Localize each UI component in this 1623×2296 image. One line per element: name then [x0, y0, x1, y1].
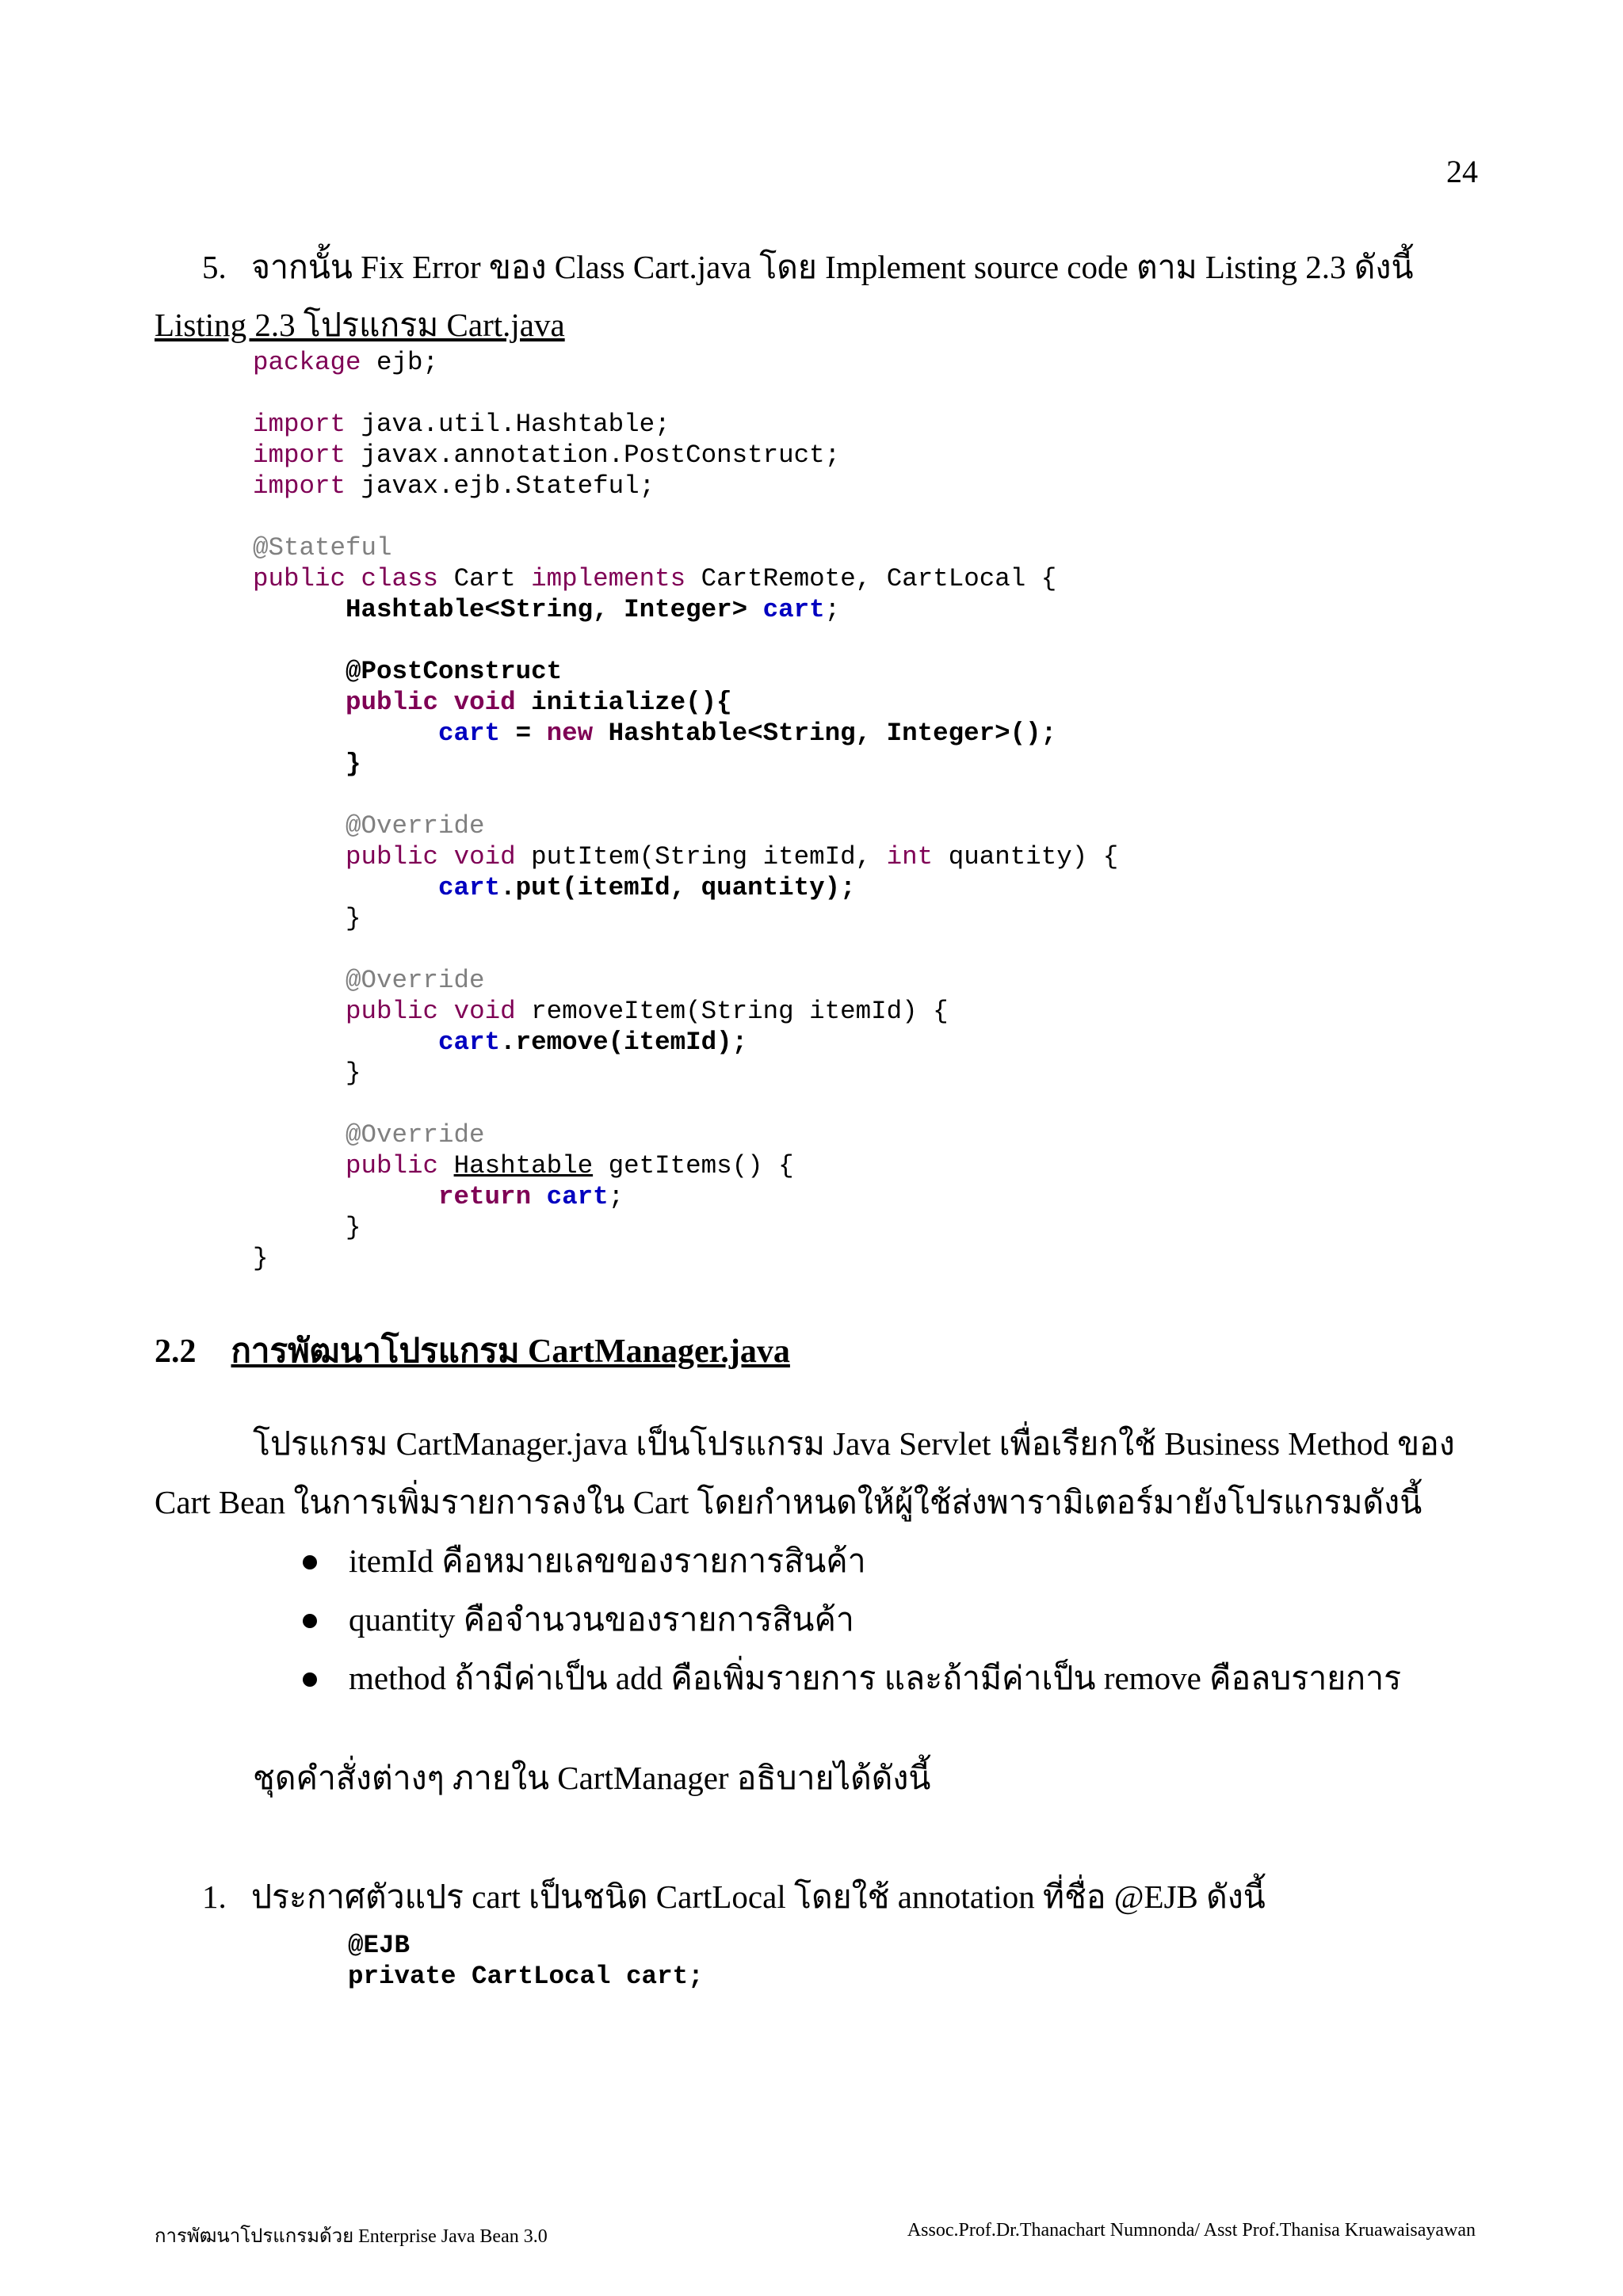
kw-import-1: import — [253, 410, 346, 439]
summary-text: ชุดคำสั่งต่างๆ ภายใน CartManager อธิบายได้ดังนี้ — [253, 1760, 931, 1796]
kw-new: new — [546, 719, 594, 748]
field-type: Hashtable<String, Integer> — [346, 595, 763, 624]
kw-import-2: import — [253, 441, 346, 470]
annotation-override-2: @Override — [346, 966, 485, 995]
annotation-ejb: @EJB — [348, 1931, 411, 1960]
annotation-override-3: @Override — [346, 1120, 485, 1150]
putitem-sig-1: putItem(String itemId, — [515, 842, 887, 871]
step-5 — [202, 242, 1413, 293]
field-cart-put: cart — [438, 873, 501, 902]
field-cart-remove: cart — [438, 1028, 501, 1057]
step-1 — [202, 1871, 1266, 1923]
close-brace-put: } — [346, 904, 361, 933]
putitem-sig-2: quantity) { — [933, 842, 1119, 871]
kw-int: int — [886, 842, 934, 871]
kw-import-3: import — [253, 471, 346, 501]
step-5-text: จากนั้น Fix Error ของ Class Cart.java โดย Implement source code ตาม Listing 2.3 ดังนี้ — [251, 249, 1414, 285]
kw-public-get: public — [346, 1151, 439, 1180]
list-item — [300, 1590, 1401, 1649]
kw-void-init: void — [453, 688, 516, 717]
class-name: Cart — [438, 564, 532, 593]
package-decl: ejb; — [361, 348, 439, 377]
annotation-override-1: @Override — [346, 811, 485, 841]
kw-class: class — [361, 564, 439, 593]
semicolon-return: ; — [608, 1182, 624, 1211]
close-brace-remove: } — [346, 1058, 361, 1088]
list-item-text: quantity คือจำนวนของรายการสินค้า — [349, 1601, 854, 1638]
close-brace-get: } — [346, 1213, 361, 1242]
bullet-icon — [303, 1614, 317, 1628]
kw-return: return — [438, 1182, 532, 1211]
semicolon: ; — [824, 595, 841, 624]
kw-package: package — [253, 348, 361, 377]
method-initialize: initialize(){ — [515, 688, 732, 717]
close-brace-class: } — [253, 1244, 269, 1273]
getitems-sig: getItems() { — [593, 1151, 794, 1180]
section-heading — [155, 1325, 790, 1377]
listing-caption: Listing 2.3 โปรแกรม Cart.java — [155, 307, 565, 343]
new-hashtable: Hashtable<String, Integer>(); — [593, 719, 1057, 748]
step-1-number: 1. — [202, 1878, 227, 1915]
kw-implements: implements — [531, 564, 686, 593]
field-cart: cart — [762, 595, 825, 624]
kw-public-init: public — [346, 688, 439, 717]
return-type-hashtable: Hashtable — [453, 1151, 594, 1180]
annotation-postconstruct: @PostConstruct — [346, 657, 563, 686]
kw-void-put: void — [453, 842, 516, 871]
footer-left: การพัฒนาโปรแกรมด้วย Enterprise Java Bean 3.0 — [155, 2226, 548, 2247]
import-3: javax.ejb.Stateful; — [346, 471, 655, 501]
step-1-text: ประกาศตัวแปร cart เป็นชนิด CartLocal โดยใช้ annotation ที่ชื่อ @EJB ดังนี้ — [251, 1878, 1266, 1915]
kw-public-remove: public — [346, 997, 439, 1026]
section-title: การพัฒนาโปรแกรม CartManager.java — [231, 1333, 790, 1370]
field-cart-return: cart — [546, 1182, 609, 1211]
list-item-text: method ถ้ามีค่าเป็น add คือเพิ่มรายการ และถ้ามีค่าเป็น remove คือลบรายการ — [349, 1660, 1402, 1696]
import-1: java.util.Hashtable; — [346, 410, 670, 439]
bullet-icon — [303, 1672, 317, 1687]
list-item — [300, 1531, 1401, 1590]
kw-void-remove: void — [453, 997, 516, 1026]
annotation-stateful: @Stateful — [253, 533, 392, 563]
close-brace-init: } — [346, 749, 361, 779]
section-paragraph: โปรแกรม CartManager.java เป็นโปรแกรม Java Servlet เพื่อเรียกใช้ Business Method ของ Cart Bean ในการเพิ่มรายการลงใน Cart โดยกำหนดให้ผู้ใช้ส่งพารามิเตอร์มายังโปรแกรมดังนี้ — [155, 1425, 1455, 1520]
interfaces: CartRemote, CartLocal { — [685, 564, 1057, 593]
section-number: 2.2 — [155, 1333, 197, 1370]
footer-right: Assoc.Prof.Dr.Thanachart Numnonda/ Asst Prof.Thanisa Kruawaisayawan — [907, 2220, 1476, 2241]
kw-public-put: public — [346, 842, 439, 871]
put-call: .put(itemId, quantity); — [500, 873, 856, 902]
bullet-icon — [303, 1555, 317, 1569]
step-5-number: 5. — [202, 249, 227, 285]
list-item — [300, 1649, 1401, 1707]
assign: = — [500, 719, 547, 748]
code-snippet — [348, 1930, 704, 1992]
page-number: 24 — [1446, 154, 1478, 189]
list-item-text: itemId คือหมายเลขของรายการสินค้า — [349, 1543, 866, 1579]
removeitem-sig: removeItem(String itemId) { — [515, 997, 949, 1026]
field-cart-init: cart — [438, 719, 501, 748]
code-listing — [253, 347, 1118, 1274]
kw-public-class: public — [253, 564, 346, 593]
import-2: javax.annotation.PostConstruct; — [346, 441, 841, 470]
remove-call: .remove(itemId); — [500, 1028, 748, 1057]
field-declaration: private CartLocal cart; — [348, 1962, 704, 1991]
parameter-list — [300, 1531, 1401, 1707]
